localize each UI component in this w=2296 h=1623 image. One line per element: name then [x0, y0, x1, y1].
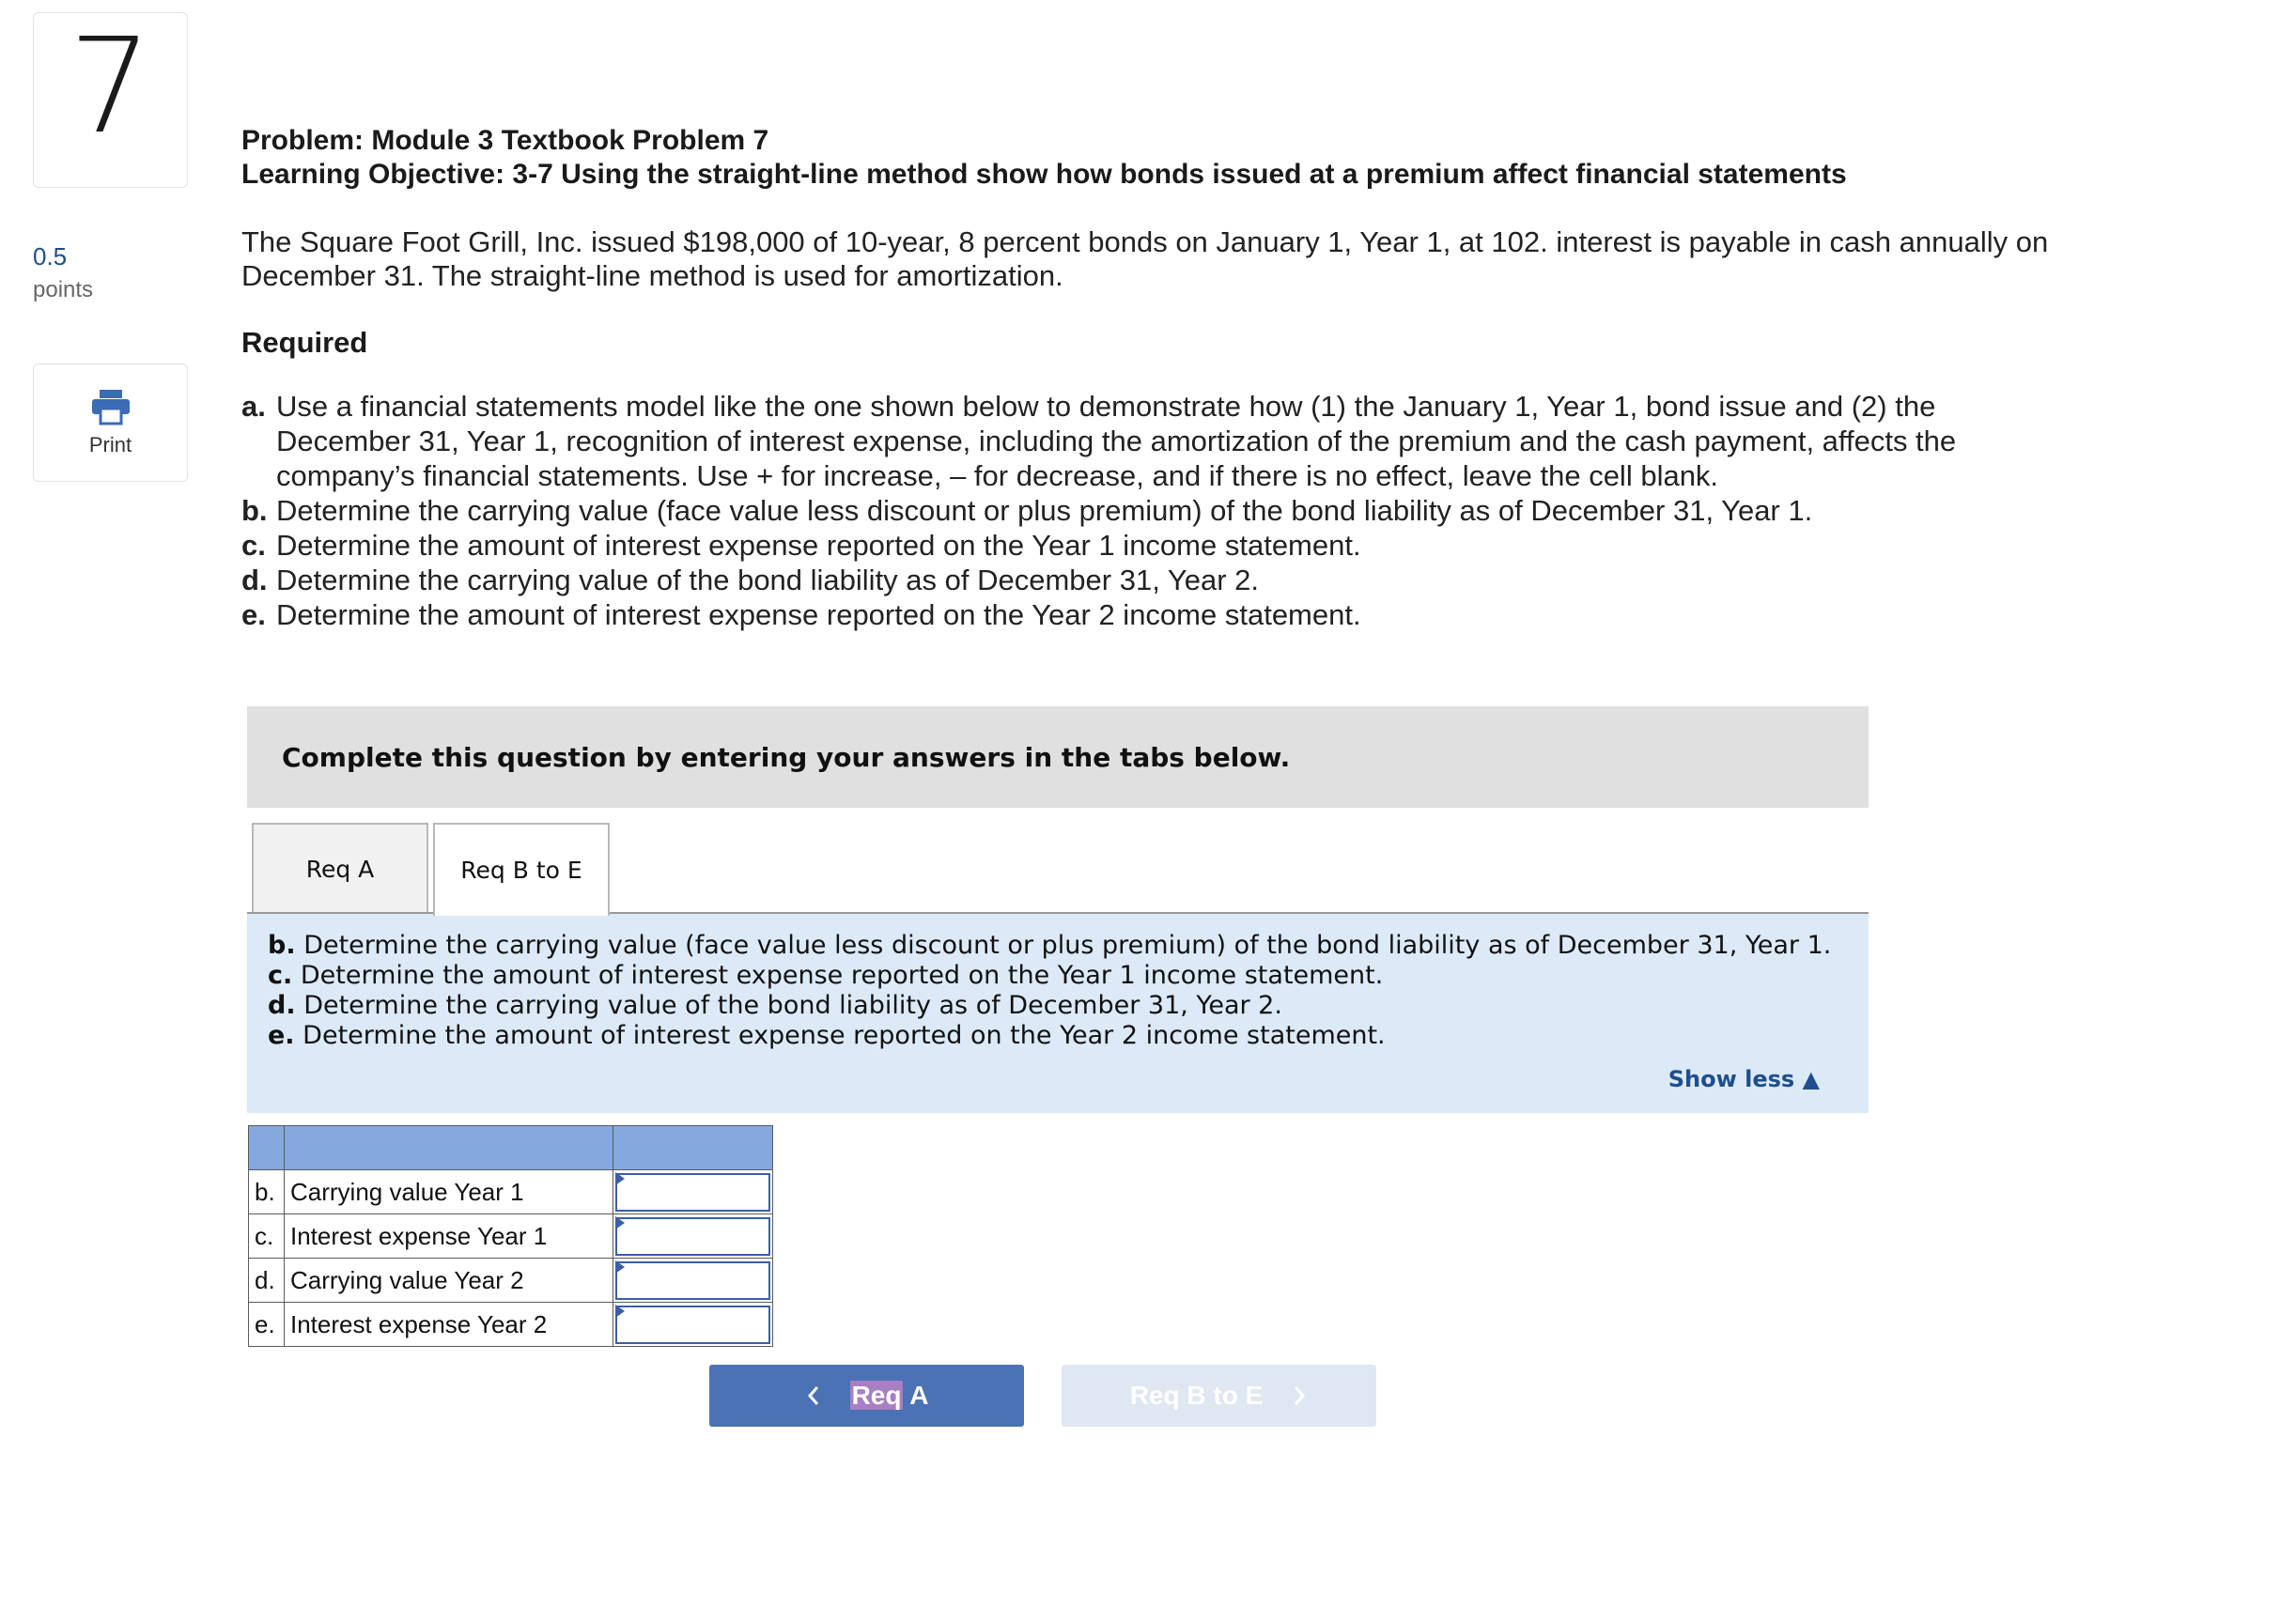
table-header-row [249, 1126, 773, 1170]
requirements-list [241, 389, 2026, 632]
prev-button-label [850, 1381, 929, 1411]
chevron-right-icon [1291, 1383, 1308, 1408]
requirement-text: Use a financial statements model like the one shown below to demonstrate how (1) the January 1, Year 1, bond issue and (2) the December 31, Year 1, recognition of interest expense, including the amortization of the premium and the cash payment, affects the company’s financial statements. Use + for increase, – for decrease, and if there is no effect, leave the cell blank. [276, 390, 1957, 492]
requirement-item [241, 493, 2026, 528]
cell-marker-icon [615, 1216, 625, 1229]
description-text: Determine the carrying value of the bond liability as of December 31, Year 2. [303, 991, 1282, 1020]
row-letter: b. [249, 1170, 285, 1214]
requirement-letter: b. [241, 494, 268, 527]
question-number-box [33, 9, 188, 188]
description-item [268, 991, 1848, 1021]
header-cell [249, 1126, 285, 1170]
tab-req-b-to-e[interactable]: Req B to E [433, 823, 610, 916]
row-label: Interest expense Year 1 [285, 1214, 613, 1259]
requirement-text: Determine the carrying value of the bond liability as of December 31, Year 2. [276, 564, 1259, 596]
points-label: points [33, 277, 94, 302]
requirement-letter: e. [241, 598, 266, 631]
answer-cell [613, 1214, 773, 1259]
description-text: Determine the carrying value (face value less discount or plus premium) of the bond liability as of December 31, Year 1. [303, 931, 1832, 960]
instruction-banner [247, 706, 1869, 808]
row-letter: d. [249, 1259, 285, 1303]
requirement-letter: d. [241, 564, 268, 596]
description-item [268, 1021, 1848, 1051]
cell-marker-icon [615, 1305, 625, 1318]
learning-objective: Learning Objective: 3-7 Using the straight-line method show how bonds issued at a premium affect financial statements [241, 159, 1847, 190]
row-label: Carrying value Year 1 [285, 1170, 613, 1214]
problem-text: The Square Foot Grill, Inc. issued $198,000 of 10-year, 8 percent bonds on January 1, Year 1, at 102. interest is payable in cash annually on December 31. The straight-line method is used for amortization. [241, 225, 2049, 292]
print-button[interactable] [33, 363, 188, 482]
description-letter: b. [268, 931, 296, 960]
next-button-label: Req B to E [1129, 1381, 1264, 1410]
tab-description [247, 914, 1869, 1113]
row-label: Carrying value Year 2 [285, 1259, 613, 1303]
chevron-left-icon [805, 1383, 822, 1408]
requirement-text: Determine the amount of interest expense reported on the Year 2 income statement. [276, 598, 1361, 631]
requirement-item [241, 563, 2026, 597]
cell-marker-icon [615, 1260, 625, 1274]
show-less-link[interactable]: Show less ▲ [1668, 1066, 1820, 1092]
description-letter: d. [268, 991, 296, 1020]
requirement-item [241, 528, 2026, 563]
header-cell [285, 1126, 613, 1170]
answer-cell [613, 1259, 773, 1303]
cell-marker-icon [615, 1172, 625, 1185]
requirement-item [241, 389, 2026, 493]
table-row [249, 1214, 773, 1259]
print-label: Print [88, 433, 132, 456]
tab-req-a[interactable]: Req A [252, 823, 428, 914]
answer-table [248, 1125, 773, 1347]
requirement-text: Determine the carrying value (face value less discount or plus premium) of the bond liability as of December 31, Year 1. [276, 494, 1813, 527]
requirement-letter: c. [241, 529, 266, 562]
description-item [268, 931, 1848, 961]
row-letter: e. [249, 1303, 285, 1347]
requirement-item [241, 597, 2026, 632]
requirement-text: Determine the amount of interest expense reported on the Year 1 income statement. [276, 529, 1361, 562]
table-row [249, 1170, 773, 1214]
prev-label-highlight: Req [851, 1381, 902, 1410]
description-letter: e. [268, 1021, 295, 1050]
description-text: Determine the amount of interest expense reported on the Year 2 income statement. [303, 1021, 1386, 1050]
next-tab-button[interactable] [1062, 1365, 1376, 1427]
required-heading: Required [241, 326, 368, 359]
prev-label-rest: A [903, 1381, 929, 1410]
problem-title: Problem: Module 3 Textbook Problem 7 [241, 125, 769, 156]
header-cell [613, 1126, 773, 1170]
table-row [249, 1303, 773, 1347]
description-text: Determine the amount of interest expense reported on the Year 1 income statement. [300, 961, 1384, 990]
question-number: 7 [68, 9, 153, 163]
row-label: Interest expense Year 2 [285, 1303, 613, 1347]
row-letter: c. [249, 1214, 285, 1259]
table-row [249, 1259, 773, 1303]
prev-tab-button[interactable] [709, 1365, 1024, 1427]
description-letter: c. [268, 961, 293, 990]
instruction-text: Complete this question by entering your answers in the tabs below. [282, 741, 1291, 773]
answer-cell [613, 1170, 773, 1214]
requirement-letter: a. [241, 390, 266, 423]
interest-expense-year-2-input[interactable] [615, 1306, 770, 1344]
description-item [268, 961, 1848, 991]
interest-expense-year-1-input[interactable] [615, 1217, 770, 1256]
carrying-value-year-2-input[interactable] [615, 1261, 770, 1300]
carrying-value-year-1-input[interactable] [615, 1173, 770, 1212]
points-value: 0.5 [33, 242, 68, 270]
answer-cell [613, 1303, 773, 1347]
printer-icon [90, 388, 132, 425]
